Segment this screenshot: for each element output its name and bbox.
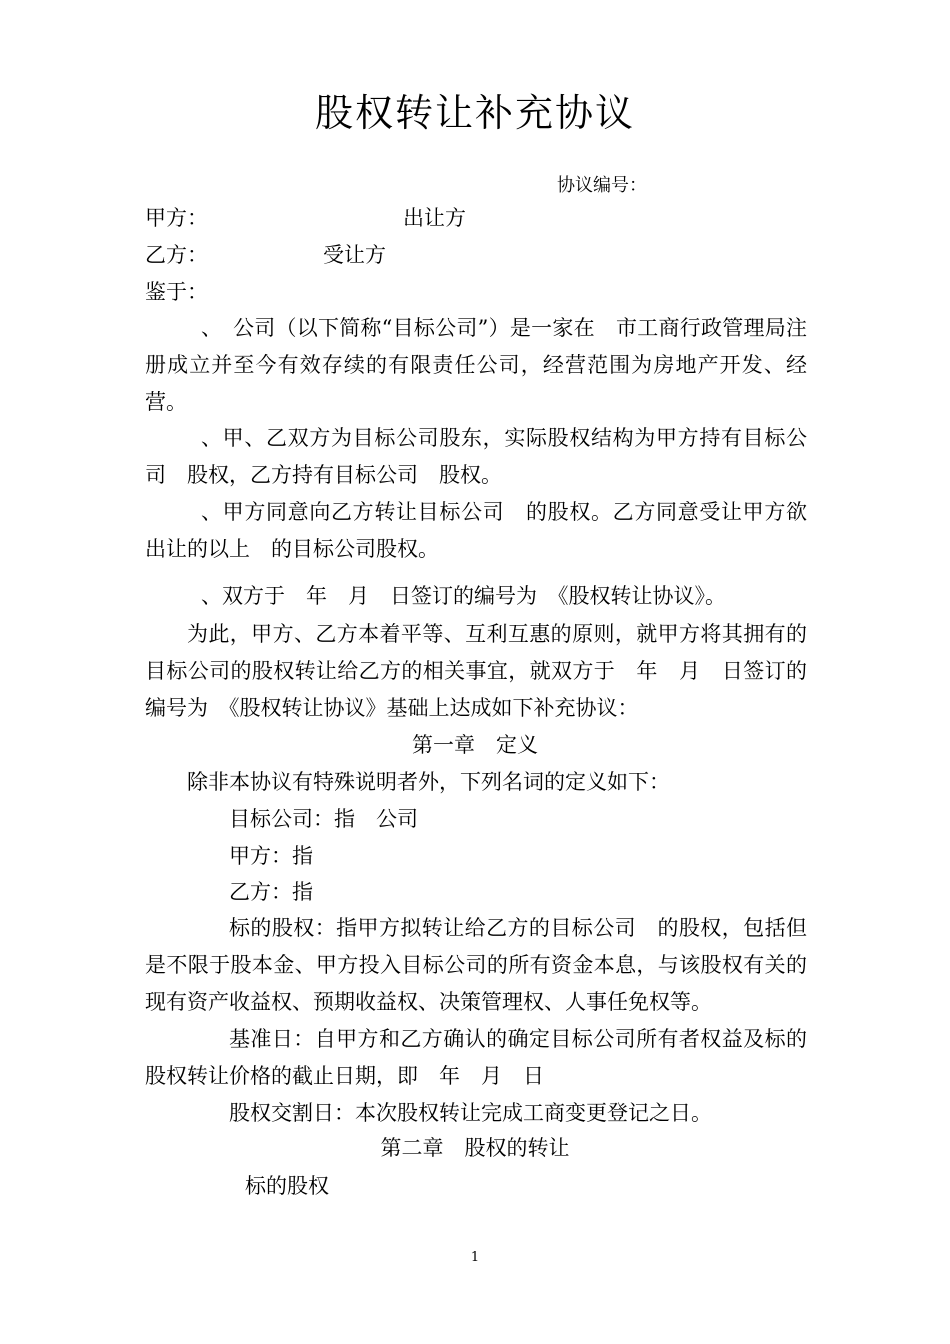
party-a-label: 甲方： [145, 206, 208, 230]
recital-1: 、 公司（以下简称“目标公司”）是一家在 市工商行政管理局注册成立并至今有效存续的有限责任公司，经营范围为房地产开发、经营。 [145, 316, 807, 414]
party-b-role: 受让方 [323, 243, 386, 267]
recital-2: 、甲、乙双方为目标公司股东，实际股权结构为甲方持有目标公司 股权，乙方持有目标公司 股权。 [145, 426, 807, 487]
party-a-role: 出让方 [403, 206, 466, 230]
whereas-label: 鉴于： [145, 280, 208, 304]
document-title: 股权转让补充协议 [314, 91, 635, 135]
page-number: 1 [470, 1250, 480, 1265]
agreement-number-label: 协议编号： [557, 175, 647, 196]
preamble: 为此，甲方、乙方本着平等、互利互惠的原则，就甲方将其拥有的目标公司的股权转让给乙方的相关事宜，就双方于 年 月 日签订的编号为 《股权转让协议》基础上达成如下补充协议： [145, 622, 807, 720]
section-subject-equity: 标的股权 [245, 1174, 329, 1198]
chapter-1-title: 第一章 定义 [412, 733, 538, 757]
party-b-label: 乙方： [145, 243, 208, 267]
definitions-intro: 除非本协议有特殊说明者外，下列名词的定义如下： [187, 770, 670, 794]
definition-delivery-date: 股权交割日：本次股权转让完成工商变更登记之日。 [229, 1101, 712, 1125]
definition-party-a: 甲方：指 [229, 844, 313, 868]
definition-target-company: 目标公司：指 公司 [229, 807, 418, 831]
definition-party-b: 乙方：指 [229, 880, 313, 904]
recital-3: 、甲方同意向乙方转让目标公司 的股权。乙方同意受让甲方欲出让的以上 的目标公司股权。 [145, 500, 807, 561]
definition-subject-equity: 标的股权：指甲方拟转让给乙方的目标公司 的股权，包括但是不限于股本金、甲方投入目标公司的所有资金本息，与该股权有关的现有资产收益权、预期收益权、决策管理权、人事任免权等。 [145, 916, 807, 1014]
chapter-2-title: 第二章 股权的转让 [380, 1136, 570, 1160]
recital-4: 、双方于 年 月 日签订的编号为 《股权转让协议》。 [201, 584, 726, 608]
definition-base-date: 基准日：自甲方和乙方确认的确定目标公司所有者权益及标的股权转让价格的截止日期，即 年 月 日 [145, 1027, 807, 1088]
